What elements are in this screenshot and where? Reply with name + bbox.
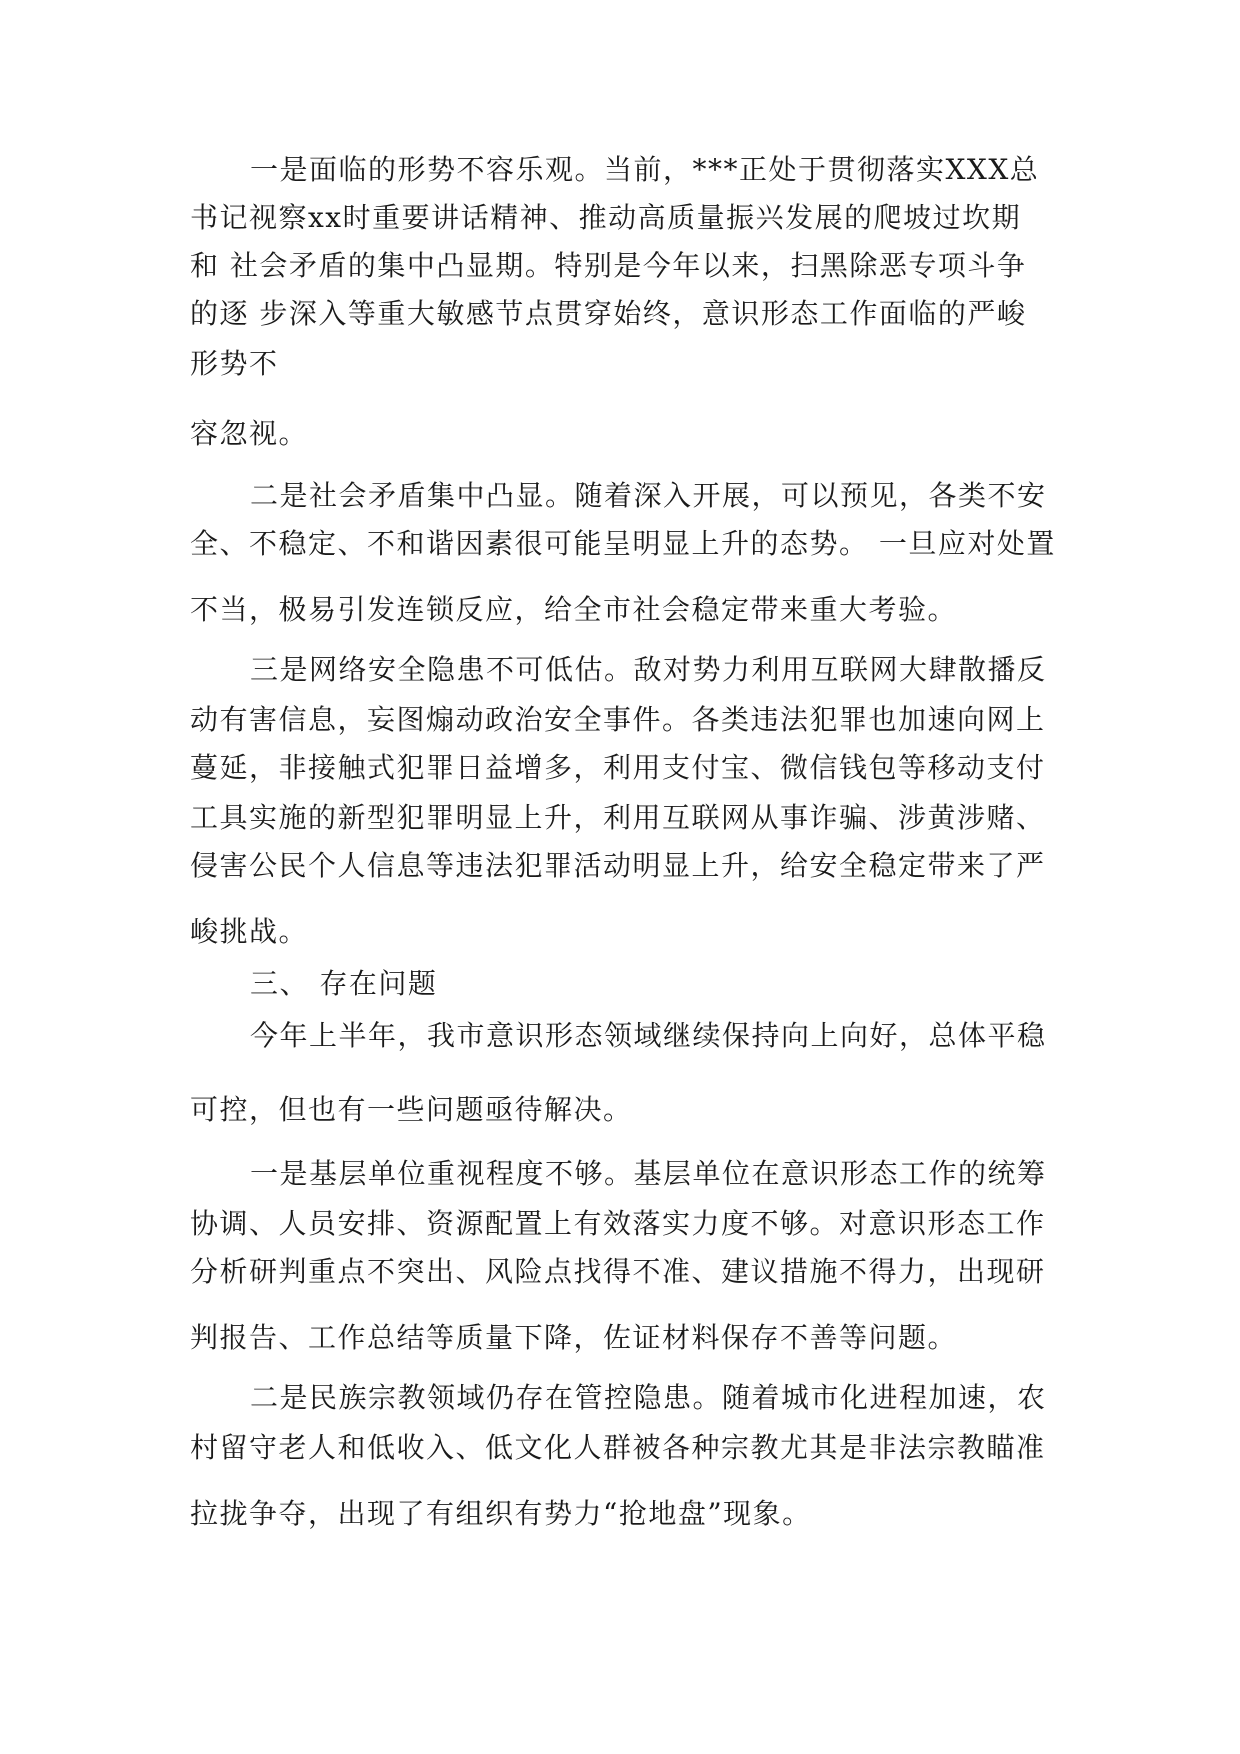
text-line: 二是民族宗教领域仍存在管控隐患。随着城市化进程加速，农 [250, 1381, 1047, 1414]
text-line: 容忽视。 [190, 417, 309, 450]
text-line: 可控，但也有一些问题亟待解决。 [190, 1093, 633, 1126]
text-line: 全、不稳定、不和谐因素很可能呈明显上升的态势。 一旦应对处置 [190, 527, 1056, 560]
text-line: 动有害信息，妄图煽动政治安全事件。各类违法犯罪也加速向网上 [190, 703, 1046, 736]
text-line: 峻挑战。 [190, 915, 309, 948]
text-line: 一是面临的形势不容乐观。当前，***正处于贯彻落实XXX总 [250, 153, 1040, 186]
text-line: 拉拢争夺，出现了有组织有势力“抢地盘”现象。 [190, 1497, 812, 1530]
text-line: 书记视察xx时重要讲话精神、推动高质量振兴发展的爬坡过坎期 [190, 201, 1022, 234]
text-line: 村留守老人和低收入、低文化人群被各种宗教尤其是非法宗教瞄准 [190, 1431, 1046, 1464]
text-line: 工具实施的新型犯罪明显上升，利用互联网从事诈骗、涉黄涉赌、 [190, 801, 1046, 834]
text-line: 分析研判重点不突出、风险点找得不准、建议措施不得力，出现研 [190, 1255, 1046, 1288]
text-line: 一是基层单位重视程度不够。基层单位在意识形态工作的统筹 [250, 1157, 1047, 1190]
text-line: 蔓延，非接触式犯罪日益增多，利用支付宝、微信钱包等移动支付 [190, 751, 1046, 784]
text-line: 和 社会矛盾的集中凸显期。特别是今年以来，扫黑除恶专项斗争 [190, 249, 1027, 282]
text-line: 今年上半年，我市意识形态领域继续保持向上向好，总体平稳 [250, 1019, 1047, 1052]
text-line: 三是网络安全隐患不可低估。敌对势力利用互联网大肆散播反 [250, 653, 1047, 686]
section-heading: 三、 存在问题 [250, 967, 438, 1000]
text-line: 形势不 [190, 347, 279, 380]
text-line: 二是社会矛盾集中凸显。随着深入开展，可以预见，各类不安 [250, 479, 1047, 512]
text-line: 不当，极易引发连锁反应，给全市社会稳定带来重大考验。 [190, 593, 958, 626]
text-line: 协调、人员安排、资源配置上有效落实力度不够。对意识形态工作 [190, 1207, 1046, 1240]
text-line: 判报告、工作总结等质量下降，佐证材料保存不善等问题。 [190, 1321, 958, 1354]
text-line: 侵害公民个人信息等违法犯罪活动明显上升，给安全稳定带来了严 [190, 849, 1046, 882]
text-line: 的逐 步深入等重大敏感节点贯穿始终，意识形态工作面临的严峻 [190, 297, 1027, 330]
